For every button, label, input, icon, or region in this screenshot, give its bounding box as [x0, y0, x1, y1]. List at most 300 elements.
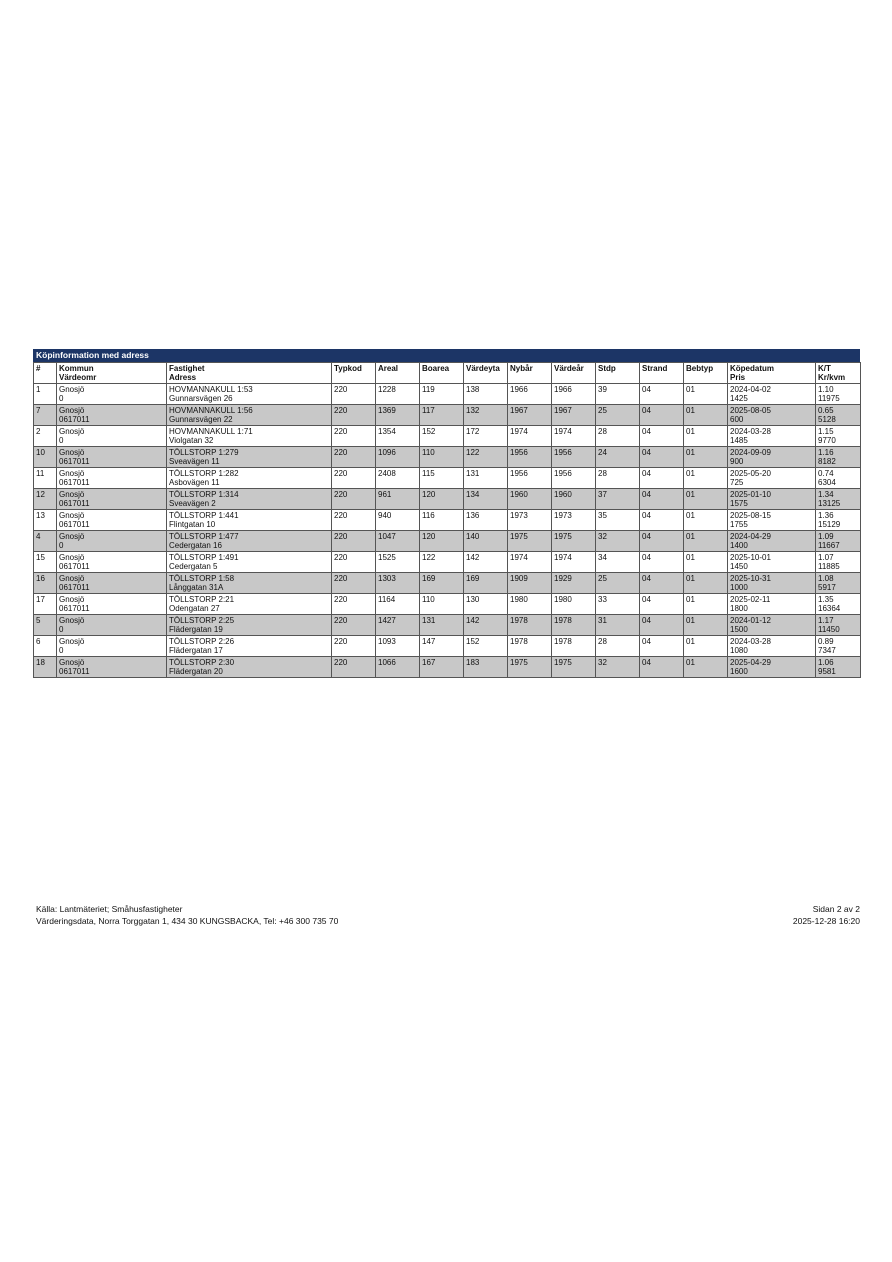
cell-vardear: 1974	[554, 553, 572, 562]
table-cell	[596, 531, 640, 552]
table-cell	[728, 384, 816, 405]
table-cell	[684, 573, 728, 594]
column-header-label: Köpedatum	[730, 364, 774, 373]
table-cell	[332, 573, 376, 594]
cell-kopedatum: 2025-02-11	[730, 595, 771, 604]
table-cell	[552, 615, 596, 636]
cell-pris: 725	[730, 478, 744, 487]
cell-vardeyta: 142	[466, 553, 480, 562]
cell-vardeyta: 183	[466, 658, 480, 667]
table-cell	[552, 594, 596, 615]
cell-areal: 2408	[378, 469, 396, 478]
cell-vardear: 1980	[554, 595, 572, 604]
cell-vardeomr: 0617011	[59, 583, 90, 592]
cell-vardeomr: 0617011	[59, 520, 90, 529]
table-cell	[332, 657, 376, 678]
column-header-label: Typkod	[334, 364, 362, 373]
cell-vardeyta: 131	[466, 469, 480, 478]
table-cell	[167, 594, 332, 615]
footer-address: Värderingsdata, Norra Torggatan 1, 434 30 KUNGSBACKA, Tel: +46 300 735 70	[36, 916, 339, 926]
footer-right	[793, 903, 860, 927]
table-cell	[376, 636, 420, 657]
cell-stdp: 39	[598, 385, 607, 394]
cell-pris: 600	[730, 415, 744, 424]
table-cell	[552, 510, 596, 531]
table-cell	[167, 468, 332, 489]
table-cell	[420, 426, 464, 447]
cell-boarea: 120	[422, 532, 436, 541]
cell-kommun: Gnosjö	[59, 385, 85, 394]
column-header-label: K/T	[818, 364, 831, 373]
cell-vardeyta: 134	[466, 490, 480, 499]
cell-stdp: 28	[598, 637, 607, 646]
table-row	[34, 447, 861, 468]
cell-fastighet: TÖLLSTORP 1:58	[169, 574, 235, 583]
table-cell	[684, 615, 728, 636]
cell-adress: Långgatan 31A	[169, 583, 224, 592]
cell-typkod: 220	[334, 637, 348, 646]
table-cell	[332, 426, 376, 447]
table-cell	[816, 384, 861, 405]
cell-nr: 18	[36, 658, 45, 667]
cell-nr: 7	[36, 406, 41, 415]
table-cell	[57, 405, 167, 426]
cell-vardeyta: 142	[466, 616, 480, 625]
cell-kt: 1.07	[818, 553, 834, 562]
cell-pris: 1575	[730, 499, 748, 508]
cell-strand: 04	[642, 427, 651, 436]
cell-kommun: Gnosjö	[59, 406, 85, 415]
table-cell	[816, 405, 861, 426]
table-cell	[816, 426, 861, 447]
cell-kommun: Gnosjö	[59, 658, 85, 667]
cell-vardeyta: 152	[466, 637, 480, 646]
cell-typkod: 220	[334, 427, 348, 436]
cell-adress: Gunnarsvägen 22	[169, 415, 233, 424]
cell-nybyggar: 1975	[510, 532, 528, 541]
table-cell	[464, 552, 508, 573]
cell-areal: 1228	[378, 385, 396, 394]
cell-typkod: 220	[334, 574, 348, 583]
cell-krkvm: 9581	[818, 667, 836, 676]
cell-areal: 1096	[378, 448, 396, 457]
table-cell	[34, 657, 57, 678]
cell-fastighet: TÖLLSTORP 1:491	[169, 553, 239, 562]
table-cell	[816, 636, 861, 657]
cell-typkod: 220	[334, 490, 348, 499]
table-cell	[684, 657, 728, 678]
table-cell	[57, 552, 167, 573]
cell-areal: 1303	[378, 574, 396, 583]
cell-pris: 1400	[730, 541, 748, 550]
table-cell	[684, 489, 728, 510]
column-header	[376, 363, 420, 384]
cell-strand: 04	[642, 595, 651, 604]
cell-nr: 5	[36, 616, 41, 625]
cell-areal: 1427	[378, 616, 396, 625]
table-cell	[684, 384, 728, 405]
cell-bebtyp: 01	[686, 637, 695, 646]
table-cell	[816, 468, 861, 489]
table-cell	[728, 594, 816, 615]
cell-areal: 961	[378, 490, 392, 499]
cell-kt: 1.34	[818, 490, 834, 499]
footer-source: Källa: Lantmäteriet; Småhusfastigheter	[36, 904, 183, 914]
cell-fastighet: TÖLLSTORP 2:26	[169, 637, 235, 646]
table-cell	[332, 405, 376, 426]
cell-kt: 1.10	[818, 385, 834, 394]
column-header-label: Värdeår	[554, 364, 584, 373]
table-cell	[464, 510, 508, 531]
table-cell	[552, 426, 596, 447]
table-cell	[596, 405, 640, 426]
cell-strand: 04	[642, 658, 651, 667]
cell-adress: Flädergatan 20	[169, 667, 223, 676]
table-row	[34, 510, 861, 531]
cell-strand: 04	[642, 553, 651, 562]
cell-areal: 1354	[378, 427, 396, 436]
table-cell	[167, 657, 332, 678]
cell-vardear: 1973	[554, 511, 572, 520]
table-cell	[508, 573, 552, 594]
table-cell	[728, 510, 816, 531]
table-cell	[816, 447, 861, 468]
column-header-sublabel: Pris	[730, 373, 746, 382]
cell-vardeomr: 0617011	[59, 415, 90, 424]
table-cell	[552, 657, 596, 678]
table-cell	[420, 573, 464, 594]
cell-krkvm: 11975	[818, 394, 840, 403]
cell-pris: 1080	[730, 646, 748, 655]
cell-fastighet: HOVMANNAKULL 1:53	[169, 385, 253, 394]
cell-kopedatum: 2024-03-28	[730, 427, 771, 436]
cell-stdp: 25	[598, 574, 607, 583]
cell-adress: Flädergatan 19	[169, 625, 223, 634]
cell-bebtyp: 01	[686, 616, 695, 625]
cell-nybyggar: 1956	[510, 469, 528, 478]
cell-nybyggar: 1973	[510, 511, 528, 520]
table-cell	[464, 426, 508, 447]
column-header-sublabel: Värdeomr	[59, 373, 97, 382]
cell-vardear: 1975	[554, 658, 572, 667]
table-row	[34, 405, 861, 426]
table-cell	[640, 615, 684, 636]
cell-boarea: 167	[422, 658, 436, 667]
cell-kommun: Gnosjö	[59, 511, 85, 520]
table-row	[34, 384, 861, 405]
cell-kommun: Gnosjö	[59, 595, 85, 604]
table-cell	[552, 384, 596, 405]
column-header-label: Strand	[642, 364, 668, 373]
cell-areal: 1093	[378, 637, 396, 646]
table-cell	[167, 426, 332, 447]
table-row	[34, 636, 861, 657]
cell-stdp: 28	[598, 427, 607, 436]
cell-vardeomr: 0617011	[59, 604, 90, 613]
table-cell	[376, 573, 420, 594]
cell-kommun: Gnosjö	[59, 427, 85, 436]
cell-kt: 0.74	[818, 469, 834, 478]
column-header	[816, 363, 861, 384]
cell-nr: 10	[36, 448, 45, 457]
table-cell	[728, 447, 816, 468]
cell-areal: 1164	[378, 595, 396, 604]
table-cell	[167, 615, 332, 636]
table-cell	[684, 405, 728, 426]
table-cell	[508, 657, 552, 678]
table-cell	[34, 552, 57, 573]
column-header	[640, 363, 684, 384]
cell-kopedatum: 2024-09-09	[730, 448, 771, 457]
table-cell	[376, 615, 420, 636]
cell-pris: 1755	[730, 520, 748, 529]
cell-boarea: 117	[422, 406, 435, 415]
table-cell	[57, 468, 167, 489]
table-cell	[552, 447, 596, 468]
table-cell	[34, 405, 57, 426]
cell-bebtyp: 01	[686, 511, 695, 520]
cell-vardear: 1978	[554, 616, 572, 625]
cell-stdp: 32	[598, 532, 607, 541]
column-header	[596, 363, 640, 384]
table-cell	[376, 468, 420, 489]
table-cell	[34, 594, 57, 615]
cell-pris: 900	[730, 457, 744, 466]
table-row	[34, 657, 861, 678]
table-cell	[34, 615, 57, 636]
cell-vardeomr: 0617011	[59, 562, 90, 571]
table-cell	[464, 594, 508, 615]
cell-boarea: 110	[422, 595, 435, 604]
table-cell	[508, 447, 552, 468]
cell-typkod: 220	[334, 406, 348, 415]
cell-areal: 1047	[378, 532, 396, 541]
table-cell	[34, 573, 57, 594]
table-cell	[34, 426, 57, 447]
cell-kt: 0.65	[818, 406, 834, 415]
cell-fastighet: TÖLLSTORP 1:282	[169, 469, 239, 478]
table-cell	[552, 489, 596, 510]
footer-left	[36, 903, 338, 927]
cell-vardeyta: 122	[466, 448, 480, 457]
table-cell	[464, 657, 508, 678]
table-cell	[57, 447, 167, 468]
column-header	[552, 363, 596, 384]
table-cell	[464, 573, 508, 594]
cell-nybyggar: 1967	[510, 406, 528, 415]
cell-nybyggar: 1960	[510, 490, 528, 499]
table-cell	[684, 468, 728, 489]
table-cell	[596, 426, 640, 447]
cell-strand: 04	[642, 490, 651, 499]
column-header-label: Stdp	[598, 364, 616, 373]
cell-typkod: 220	[334, 469, 348, 478]
table-cell	[332, 510, 376, 531]
table-cell	[332, 489, 376, 510]
column-header	[508, 363, 552, 384]
cell-nybyggar: 1974	[510, 553, 528, 562]
cell-nr: 11	[36, 469, 45, 478]
cell-pris: 1000	[730, 583, 748, 592]
table-cell	[57, 384, 167, 405]
table-cell	[640, 384, 684, 405]
table-cell	[420, 468, 464, 489]
column-header-label: Boarea	[422, 364, 450, 373]
table-cell	[57, 636, 167, 657]
column-header	[464, 363, 508, 384]
table-cell	[816, 594, 861, 615]
table-cell	[596, 657, 640, 678]
cell-boarea: 169	[422, 574, 436, 583]
cell-fastighet: TÖLLSTORP 2:21	[169, 595, 235, 604]
table-cell	[640, 468, 684, 489]
table-cell	[420, 636, 464, 657]
cell-adress: Gunnarsvägen 26	[169, 394, 233, 403]
table-cell	[376, 447, 420, 468]
cell-vardear: 1929	[554, 574, 572, 583]
table-cell	[684, 552, 728, 573]
cell-strand: 04	[642, 511, 651, 520]
cell-vardear: 1975	[554, 532, 572, 541]
cell-kopedatum: 2024-01-12	[730, 616, 771, 625]
cell-areal: 940	[378, 511, 392, 520]
table-cell	[816, 552, 861, 573]
table-cell	[332, 531, 376, 552]
table-cell	[376, 384, 420, 405]
footer-timestamp: 2025-12-28 16:20	[792, 916, 860, 926]
cell-krkvm: 15129	[818, 520, 841, 529]
table-cell	[684, 426, 728, 447]
cell-pris: 1425	[730, 394, 748, 403]
table-cell	[596, 636, 640, 657]
table-cell	[728, 531, 816, 552]
cell-areal: 1066	[378, 658, 396, 667]
table-row	[34, 426, 861, 447]
table-cell	[640, 531, 684, 552]
table-cell	[167, 552, 332, 573]
cell-kommun: Gnosjö	[59, 448, 85, 457]
cell-kommun: Gnosjö	[59, 532, 85, 541]
cell-kt: 1.06	[818, 658, 834, 667]
cell-typkod: 220	[334, 385, 348, 394]
cell-bebtyp: 01	[686, 427, 695, 436]
cell-boarea: 119	[422, 385, 435, 394]
cell-kopedatum: 2024-04-02	[730, 385, 771, 394]
column-header	[167, 363, 332, 384]
table-cell	[376, 531, 420, 552]
table-cell	[596, 594, 640, 615]
cell-kopedatum: 2025-05-20	[730, 469, 771, 478]
table-cell	[57, 573, 167, 594]
cell-kommun: Gnosjö	[59, 490, 85, 499]
cell-bebtyp: 01	[686, 553, 695, 562]
cell-nybyggar: 1978	[510, 616, 528, 625]
cell-krkvm: 7347	[818, 646, 836, 655]
table-cell	[167, 531, 332, 552]
table-cell	[508, 489, 552, 510]
cell-kt: 0.89	[818, 637, 834, 646]
table-cell	[376, 552, 420, 573]
table-cell	[640, 426, 684, 447]
cell-krkvm: 9770	[818, 436, 836, 445]
cell-boarea: 147	[422, 637, 436, 646]
cell-strand: 04	[642, 616, 651, 625]
table-cell	[596, 384, 640, 405]
cell-stdp: 33	[598, 595, 607, 604]
cell-boarea: 152	[422, 427, 436, 436]
table-cell	[332, 447, 376, 468]
cell-typkod: 220	[334, 595, 348, 604]
table-cell	[464, 384, 508, 405]
cell-kommun: Gnosjö	[59, 574, 85, 583]
table-cell	[420, 384, 464, 405]
cell-bebtyp: 01	[686, 658, 695, 667]
cell-vardeomr: 0	[59, 646, 64, 655]
cell-nr: 6	[36, 637, 41, 646]
table-row	[34, 468, 861, 489]
cell-typkod: 220	[334, 616, 348, 625]
cell-nybyggar: 1909	[510, 574, 528, 583]
table-cell	[508, 594, 552, 615]
cell-strand: 04	[642, 574, 651, 583]
cell-adress: Flintgatan 10	[169, 520, 216, 529]
table-cell	[167, 384, 332, 405]
cell-kt: 1.16	[818, 448, 834, 457]
table-cell	[167, 489, 332, 510]
table-cell	[34, 636, 57, 657]
cell-stdp: 25	[598, 406, 607, 415]
cell-krkvm: 6304	[818, 478, 836, 487]
column-header-label: Värdeyta	[466, 364, 500, 373]
cell-kt: 1.15	[818, 427, 834, 436]
table-cell	[640, 405, 684, 426]
cell-nr: 15	[36, 553, 45, 562]
table-cell	[596, 468, 640, 489]
table-cell	[596, 447, 640, 468]
table-cell	[684, 594, 728, 615]
cell-stdp: 31	[598, 616, 607, 625]
cell-fastighet: TÖLLSTORP 2:25	[169, 616, 235, 625]
cell-vardeomr: 0	[59, 436, 64, 445]
report-title: Köpinformation med adress	[33, 349, 860, 362]
table-cell	[596, 510, 640, 531]
cell-boarea: 120	[422, 490, 436, 499]
cell-vardear: 1978	[554, 637, 572, 646]
table-cell	[508, 405, 552, 426]
table-row	[34, 594, 861, 615]
cell-vardear: 1960	[554, 490, 572, 499]
table-cell	[332, 384, 376, 405]
column-header-label: Bebtyp	[686, 364, 714, 373]
table-cell	[816, 573, 861, 594]
table-cell	[816, 489, 861, 510]
column-header-label: Fastighet	[169, 364, 205, 373]
table-cell	[376, 510, 420, 531]
cell-krkvm: 5917	[818, 583, 836, 592]
table-cell	[464, 615, 508, 636]
cell-strand: 04	[642, 532, 651, 541]
table-cell	[684, 531, 728, 552]
table-cell	[34, 489, 57, 510]
table-cell	[57, 489, 167, 510]
table-cell	[420, 615, 464, 636]
cell-stdp: 34	[598, 553, 607, 562]
table-cell	[552, 405, 596, 426]
column-header	[332, 363, 376, 384]
purchase-report	[33, 349, 860, 678]
table-cell	[728, 573, 816, 594]
column-header	[57, 363, 167, 384]
